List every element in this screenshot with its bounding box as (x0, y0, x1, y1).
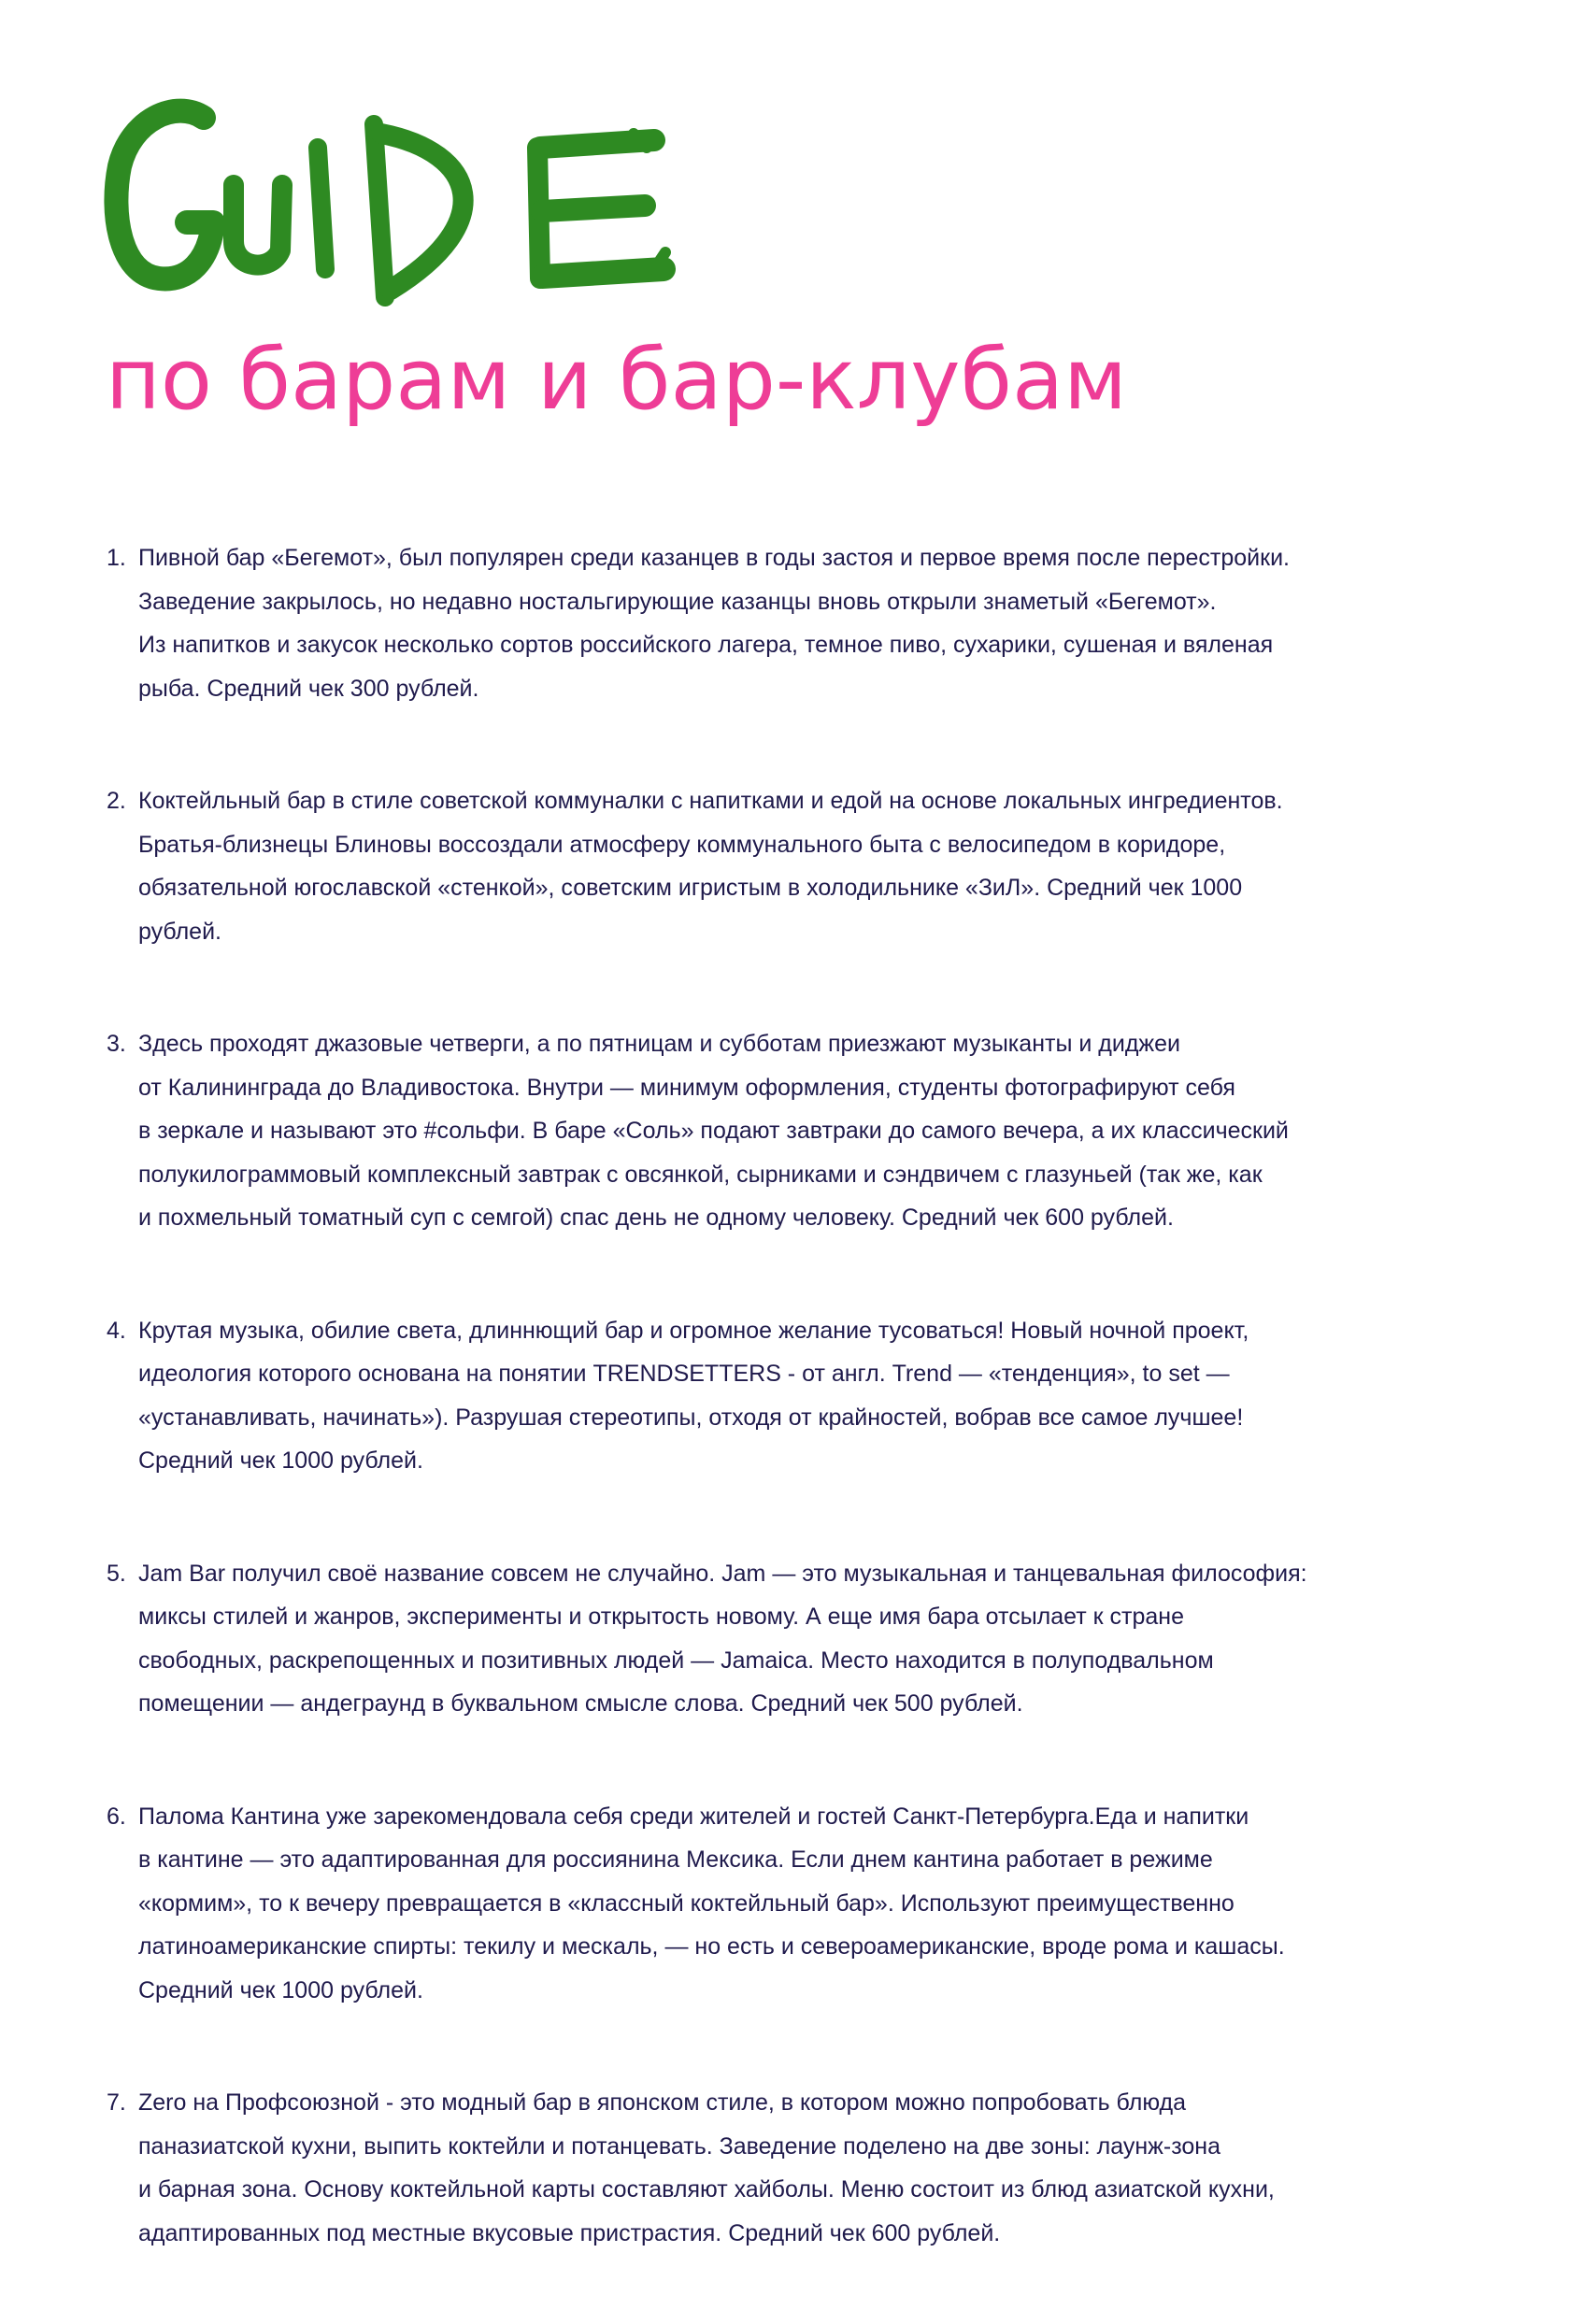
list-item (93, 779, 1477, 953)
list-item-line: Средний чек 1000 рублей. (138, 1976, 423, 2003)
list-item (93, 1795, 1477, 2013)
list-item-line: миксы стилей и жанров, эксперименты и открытость новому. А еще имя бара отсылает к стране (138, 1604, 1184, 1630)
list-item-number: 7. (107, 2089, 126, 2116)
list-item-line: адаптированных под местные вкусовые пристрастия. Средний чек 600 рублей. (138, 2219, 1001, 2246)
list-item-line: паназиатской кухни, выпить коктейли и потанцевать. Заведение поделено на две зоны: лаунж-зона (138, 2132, 1221, 2160)
list-item-number: 5. (107, 1560, 126, 1587)
list-item-line: Из напитков и закусок несколько сортов российского лагера, темное пиво, сухарики, сушеная и вяленая (138, 632, 1274, 658)
list-item-line: Zero на Профсоюзной - это модный бар в японском стиле, в котором можно попробовать блюда (138, 2089, 1187, 2116)
list-item-line: Пивной бар «Бегемот», был популярен среди казанцев в годы застоя и первое время после перестройки. (138, 545, 1290, 571)
list-item-line: Jam Bar получил своё название совсем не случайно. Jam — это музыкальная и танцевальная философия: (138, 1560, 1307, 1587)
list-item-number: 6. (107, 1803, 126, 1830)
guide-logo (93, 82, 729, 316)
list-item-line: от Калининграда до Владивостока. Внутри — минимум оформления, студенты фотографируют себя (138, 1074, 1235, 1101)
list-item-line: Палома Кантина уже зарекомендовала себя среди жителей и гостей Санкт-Петербурга.Еда и напитки (138, 1803, 1249, 1830)
list-item-line: латиноамериканские спирты: текилу и мескаль, — но есть и североамериканские, вроде рома и кашасы. (138, 1933, 1285, 1960)
list-item (93, 1309, 1477, 1483)
list-item (93, 2081, 1477, 2255)
list-item-line: Братья-близнецы Блиновы воссоздали атмосферу коммунального быта с велосипедом в коридоре, (138, 831, 1226, 858)
list-item-number: 2. (107, 788, 126, 814)
list-item-line: рыба. Средний чек 300 рублей. (138, 675, 479, 702)
bars-list (93, 536, 1477, 2324)
list-item (93, 536, 1477, 710)
list-item-line: полукилограммовый комплексный завтрак с овсянкой, сырниками и сэндвичем с глазуньей (так же, как (138, 1161, 1263, 1188)
list-item-line: и барная зона. Основу коктейльной карты составляют хайболы. Меню состоит из блюд азиатской кухни, (138, 2176, 1275, 2203)
list-item (93, 1552, 1477, 1726)
list-item-line: «устанавливать, начинать»). Разрушая стереотипы, отходя от крайностей, вобрав все самое лучшее! (138, 1404, 1244, 1431)
list-item-line: в зеркале и называют это #сольфи. В баре «Соль» подают завтраки до самого вечера, а их классический (138, 1118, 1289, 1144)
list-item-line: «кормим», то к вечеру превращается в «классный коктейльный бар». Используют преимущественно (138, 1889, 1235, 1917)
list-item-line: Крутая музыка, обилие света, длиннющий бар и огромное желание тусоваться! Новый ночной проект, (138, 1317, 1249, 1344)
list-item-line: свободных, раскрепощенных и позитивных людей — Jamaica. Место находится в полуподвальном (138, 1647, 1214, 1674)
list-item-number: 3. (107, 1031, 126, 1057)
list-item-line: обязательной югославской «стенкой», советским игристым в холодильнике «ЗиЛ». Средний чек 1000 (138, 875, 1243, 901)
list-item-number: 4. (107, 1317, 126, 1344)
list-item-line: Заведение закрылось, но недавно ностальгирующие казанцы вновь открыли знаметый «Бегемот». (138, 588, 1217, 615)
list-item-line: помещении — андеграунд в буквальном смысле слова. Средний чек 500 рублей. (138, 1690, 1023, 1717)
list-item (93, 1022, 1477, 1240)
list-item-line: рублей. (138, 918, 222, 945)
list-item-number: 1. (107, 545, 126, 571)
list-item-line: Средний чек 1000 рублей. (138, 1447, 423, 1474)
list-item-line: Коктейльный бар в стиле советской коммуналки с напитками и едой на основе локальных ингредиентов. (138, 788, 1283, 814)
list-item-line: Здесь проходят джазовые четверги, а по пятницам и субботам приезжают музыканты и диджеи (138, 1031, 1181, 1057)
list-item-line: и похмельный томатный суп с семгой) спас день не одному человеку. Средний чек 600 рублей. (138, 1205, 1174, 1231)
list-item-line: в кантине — это адаптированная для россиянина Мексика. Если днем кантина работает в режиме (138, 1846, 1213, 1873)
list-item-line: идеология которого основана на понятии TRENDSETTERS - от англ. Trend — «тенденция», to set — (138, 1361, 1230, 1387)
page-subtitle: по барам и бар-клубам (106, 331, 1128, 429)
guide-logo-lettering (93, 82, 729, 316)
